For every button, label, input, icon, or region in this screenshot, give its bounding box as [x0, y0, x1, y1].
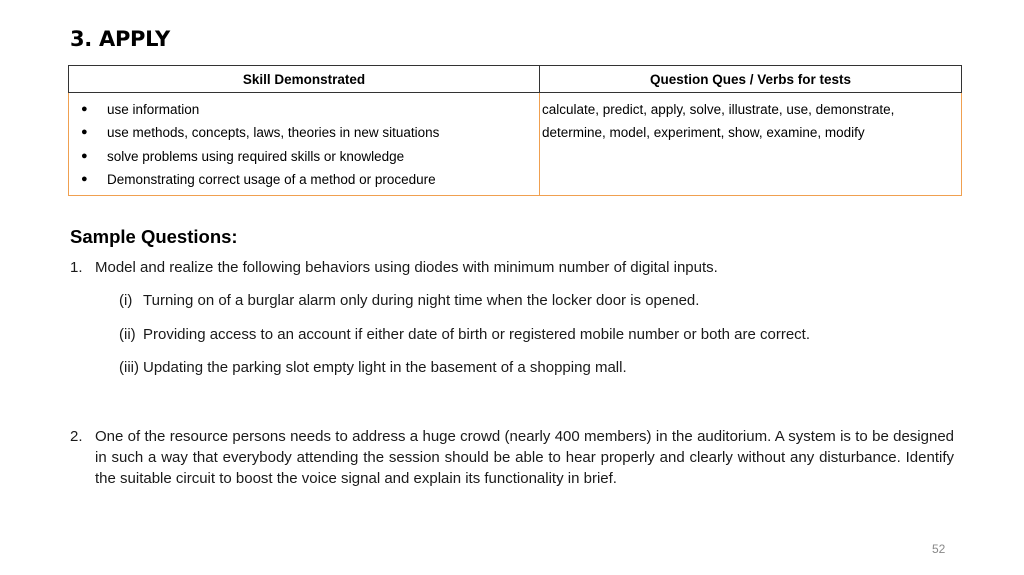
skill-text: solve problems using required skills or knowledge — [107, 148, 405, 164]
bloom-apply-table — [68, 65, 962, 196]
subquestion-text: Turning on of a burglar alarm only during night time when the locker door is opened. — [143, 292, 700, 309]
list-item — [81, 121, 539, 144]
subquestion-text: Providing access to an account if either date of birth or registered mobile number or both are correct. — [143, 325, 811, 343]
skill-text: use methods, concepts, laws, theories in new situations — [107, 125, 440, 141]
skills-list — [69, 93, 539, 195]
skill-text: Demonstrating correct usage of a method or procedure — [107, 171, 436, 187]
table-row — [69, 93, 962, 196]
header-question-verbs: Question Ques / Verbs for tests — [540, 66, 962, 93]
question-number: 2. — [70, 428, 83, 445]
subquestion-text: Updating the parking slot empty light in the basement of a shopping mall. — [143, 359, 627, 376]
bullet-icon: ● — [81, 149, 88, 162]
slide-title: 3. APPLY — [70, 27, 170, 51]
skills-cell — [69, 93, 540, 196]
subquestion-number: (ii) — [119, 325, 136, 343]
table-header-row — [69, 66, 962, 93]
verbs-text: calculate, predict, apply, solve, illustrate, use, demonstrate, determine, model, experiment, show, examine, modify — [542, 102, 895, 141]
sample-questions-heading: Sample Questions: — [70, 226, 238, 247]
question-text: Model and realize the following behaviors using diodes with minimum number of digital inputs. — [95, 259, 718, 276]
list-item — [81, 168, 539, 191]
subquestion-number: (iii) — [119, 359, 139, 376]
question-1 — [70, 258, 954, 278]
question-number: 1. — [70, 259, 83, 276]
page-number: 52 — [932, 542, 946, 556]
skill-text: use information — [107, 102, 200, 117]
verbs-cell — [540, 93, 962, 196]
bullet-icon: ● — [81, 172, 88, 185]
subquestion-number: (i) — [119, 292, 133, 309]
header-skill-demonstrated: Skill Demonstrated — [69, 66, 540, 93]
bullet-icon: ● — [81, 126, 88, 139]
question-2 — [70, 426, 954, 489]
list-item — [81, 145, 539, 168]
question-text: One of the resource persons needs to address a huge crowd (nearly 400 members) in the auditorium. A system is to be designed in such a way that everybody attending the session should be able to hear properly and clearly without any disturbance. Identify the suitable circuit to boost the voice signal and explain its functionality in brief. — [95, 428, 954, 487]
list-item — [81, 98, 539, 121]
bullet-icon: ● — [81, 103, 88, 115]
